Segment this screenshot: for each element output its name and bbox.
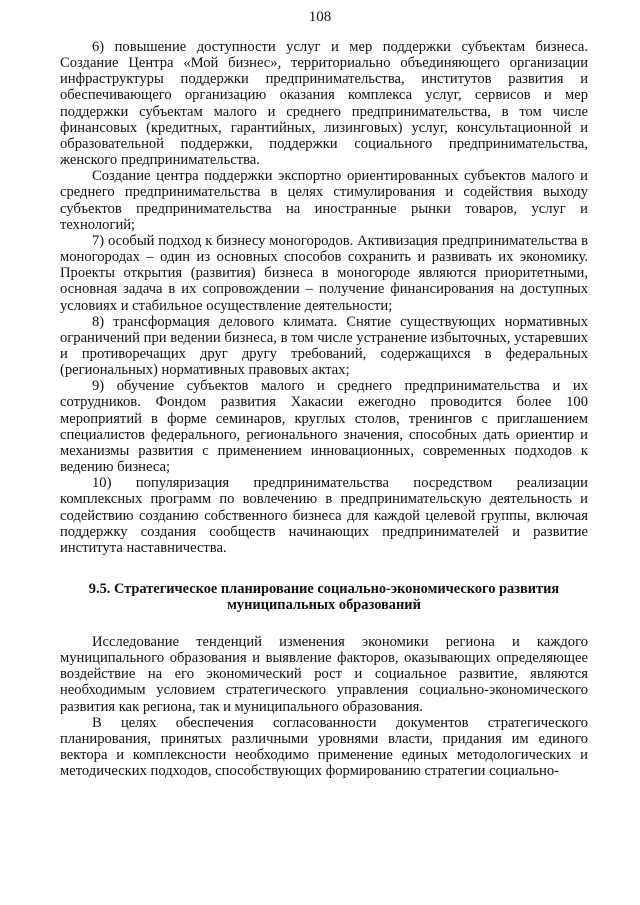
paragraph-research: Исследование тенденций изменения экономики региона и каждого муниципального образования и выявление факторов, оказывающих определяющее воздействие на его экономический рост и социальное развитие, являются необходимым условием стратегического управления социально-экономического развития как региона, так и муниципального образования.: [60, 634, 588, 715]
paragraph-item-8: 8) трансформация делового климата. Снятие существующих нормативных ограничений при ведении бизнеса, в том числе устранение избыточных, устаревших и противоречащих друг другу требований, содержащихся в федеральных (региональных) нормативных правовых актах;: [60, 313, 588, 379]
paragraph-export-center: Создание центра поддержки экспортно ориентированных субъектов малого и среднего предпринимательства в целях стимулирования и содействия выходу субъектов предпринимательства на иностранные рынки товаров, услуг и технологий;: [60, 168, 588, 233]
section-heading: 9.5. Стратегическое планирование социально-экономического развития муниципальных образований: [88, 581, 560, 613]
page-content: [60, 39, 588, 779]
paragraph-item-7: 7) особый подход к бизнесу моногородов. Активизация предпринимательства в моногородах – один из основных способов сохранить и развивать их экономику. Проекты открытия (развития) бизнеса в моногороде являются приоритетными, основная задача в их сопровождении – получение финансирования на доступных условиях и стабильное осуществление деятельности;: [60, 232, 588, 314]
paragraph-item-10: 10) популяризация предпринимательства посредством реализации комплексных программ по вовлечению в предпринимательскую деятельность и содействию созданию собственного бизнеса для каждой целевой группы, включая поддержку создания сообществ начинающих предпринимателей и развитие института наставничества.: [60, 475, 588, 556]
page-number: 108: [308, 9, 332, 25]
paragraph-item-9: 9) обучение субъектов малого и среднего предпринимательства и их сотрудников. Фондом развития Хакасии ежегодно проводится более 100 мероприятий в форме семинаров, круглых столов, тренингов с приглашением специалистов федерального, регионального значения, способных дать ориентир и механизмы развития с применением инновационных, современных подходов к ведению бизнеса;: [60, 378, 588, 476]
paragraph-item-6: 6) повышение доступности услуг и мер поддержки субъектам бизнеса. Создание Центра «Мой бизнес», территориально объединяющего организации инфраструктуры поддержки предпринимательства, институтов развития и обеспечивающего организацию оказания комплекса услуг, сервисов и мер поддержки субъектам малого и среднего предпринимательства, в том числе финансовых (кредитных, гарантийных, лизинговых) услуг, консультационной и образовательной поддержки, поддержки социального предпринимательства, женского предпринимательства.: [60, 39, 588, 169]
paragraph-coordination: В целях обеспечения согласованности документов стратегического планирования, принятых различными уровнями власти, придания им единого вектора и комплексности необходимо применение единых методологических и методических подходов, способствующих формированию стратегии социально-: [60, 714, 588, 780]
